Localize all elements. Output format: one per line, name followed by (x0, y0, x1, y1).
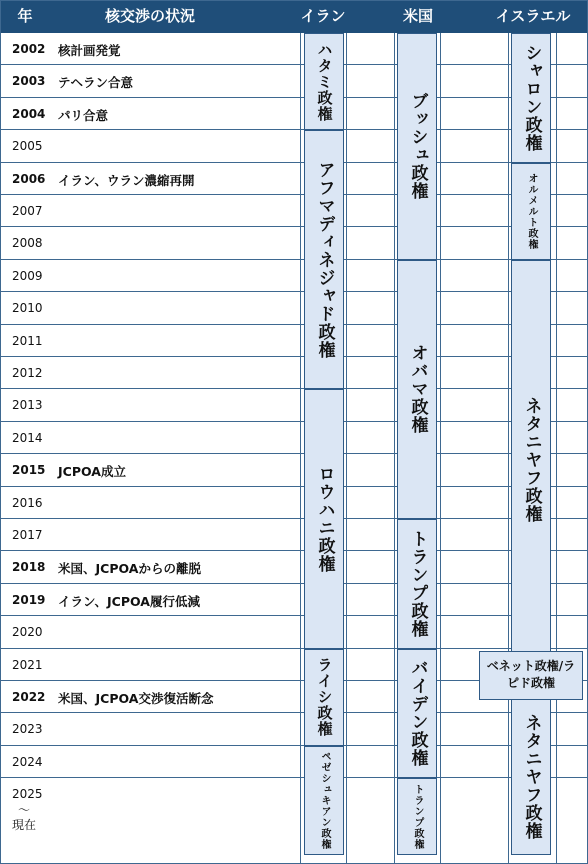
iran-government-bar (304, 649, 344, 746)
year-row (0, 713, 588, 745)
year-label: 2020 (12, 625, 43, 640)
year-label: 2003 (12, 74, 46, 89)
year-row (0, 195, 588, 227)
event-label: イラン、JCPOA履行低減 (58, 593, 200, 609)
header-israel: イスラエル (495, 7, 571, 25)
government-label: ペゼシュキアン政権 (319, 750, 330, 850)
event-label: パリ合意 (58, 107, 109, 123)
government-label: ライシ政権 (315, 657, 334, 738)
event-label: 米国、JCPOAからの離脱 (58, 561, 201, 577)
government-label: ロウハニ政権 (314, 464, 335, 573)
year-label: 2015 (12, 463, 46, 478)
year-row (0, 519, 588, 551)
us-government-bar (397, 778, 437, 855)
year-label: 2021 (12, 657, 43, 672)
us-government-bar (397, 260, 437, 519)
year-label: 2006 (12, 171, 46, 186)
year-label: 2012 (12, 366, 43, 380)
iran-government-bar (304, 33, 344, 130)
year-label: 2018 (12, 560, 46, 575)
header-us: 米国 (402, 7, 433, 25)
government-label: アフマディネジャド政権 (314, 160, 335, 359)
israel-government-bar (511, 260, 551, 660)
year-label: 2004 (12, 106, 46, 121)
year-row (0, 292, 588, 324)
year-row (0, 389, 588, 421)
israel-government-bar (479, 651, 583, 700)
event-label: テヘラン合意 (58, 75, 134, 91)
us-government-bar (397, 519, 437, 649)
year-current-label: 現在 (12, 818, 37, 833)
event-label: 核計画発覚 (58, 43, 121, 58)
year-row (0, 163, 588, 195)
government-label: ベネット政権/ラピド政権 (486, 658, 576, 691)
header-iran: イラン (300, 7, 346, 25)
year-label: 2014 (12, 430, 43, 445)
year-row (0, 454, 588, 486)
event-label: イラン、ウラン濃縮再開 (58, 172, 195, 188)
us-government-bar (397, 33, 437, 260)
year-label: 2019 (12, 592, 46, 607)
year-label: 2010 (12, 301, 43, 316)
government-label: ハタミ政権 (315, 41, 334, 122)
year-label: 2017 (12, 528, 43, 542)
year-row (0, 584, 588, 616)
year-row (0, 357, 588, 389)
israel-government-bar (511, 163, 551, 260)
event-label: JCPOA成立 (58, 464, 126, 480)
year-label: 2025 (12, 787, 43, 802)
government-label: オバマ政権 (407, 344, 428, 435)
year-row (0, 65, 588, 97)
us-government-bar (397, 649, 437, 779)
year-row (0, 325, 588, 357)
iran-government-bar (304, 130, 344, 389)
israel-government-bar (511, 33, 551, 163)
year-row (0, 616, 588, 648)
year-label: 2024 (12, 754, 43, 769)
year-label: 2007 (12, 204, 43, 218)
event-label: 米国、JCPOA交渉復活断念 (58, 691, 214, 706)
year-row (0, 551, 588, 583)
year-label: 2002 (12, 42, 46, 56)
year-label: 2011 (12, 333, 43, 348)
iran-government-bar (304, 389, 344, 648)
israel-government-bar (511, 699, 551, 855)
year-row (0, 422, 588, 454)
iran-government-bar (304, 746, 344, 855)
government-label: ネタニヤフ政権 (521, 396, 542, 523)
header-status: 核交渉の状況 (104, 7, 195, 25)
year-row (0, 260, 588, 292)
year-row (0, 746, 588, 778)
government-label: トランプ政権 (412, 783, 423, 850)
government-label: オルメルト政権 (526, 172, 537, 250)
year-label: 2009 (12, 268, 43, 283)
government-label: トランプ政権 (407, 529, 428, 638)
year-row (0, 130, 588, 162)
year-label: 2008 (12, 236, 43, 251)
year-range-mark: 〜 (18, 803, 31, 818)
year-row (0, 778, 588, 864)
header-row (0, 0, 588, 33)
year-row (0, 98, 588, 130)
year-label: 2023 (12, 722, 43, 737)
government-label: シャロン政権 (521, 43, 542, 152)
government-label: ネタニヤフ政権 (521, 714, 542, 840)
year-row (0, 487, 588, 519)
government-label: ブッシュ政権 (407, 92, 428, 201)
year-label: 2005 (12, 139, 43, 154)
year-row (0, 227, 588, 259)
year-row (0, 33, 588, 65)
year-label: 2022 (12, 690, 46, 704)
header-year: 年 (17, 7, 33, 25)
year-label: 2016 (12, 495, 43, 510)
government-label: バイデン政権 (407, 659, 428, 768)
year-label: 2013 (12, 398, 43, 413)
